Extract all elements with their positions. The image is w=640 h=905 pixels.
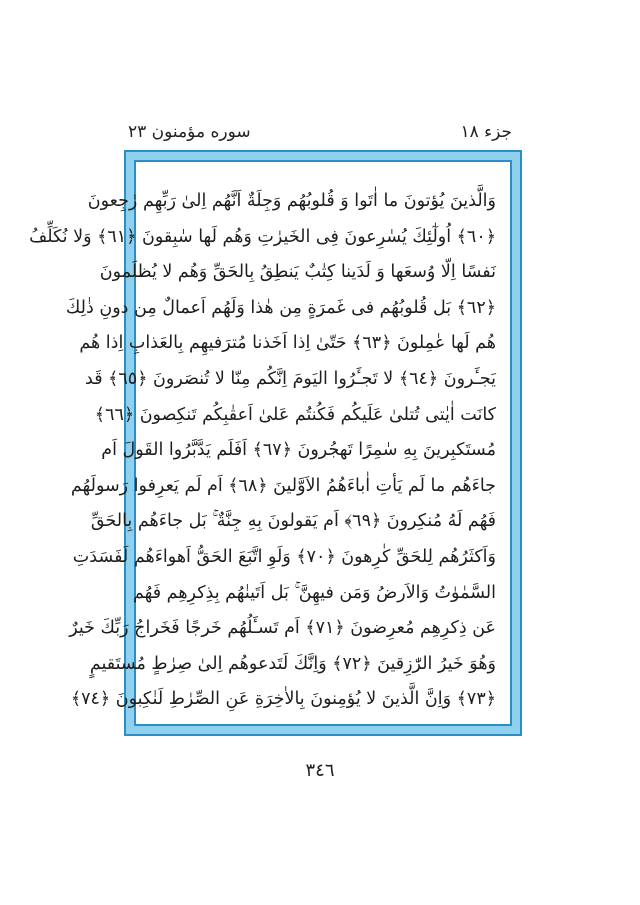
text-line: وَاَكثَرُهُم لِلحَقِّ كٰرِهونَ ﴿٧٠﴾ وَلَوِ اتَّبَعَ الحَقُّ اَهواءَهُم لَفَسَدَتِ — [72, 546, 496, 567]
juz-label: جزء ١٨ — [460, 122, 512, 142]
surah-label: سوره مؤمنون ٢٣ — [128, 122, 251, 142]
quran-text — [29, 184, 496, 710]
ornamental-frame — [29, 150, 522, 736]
text-line: وَالَّذينَ يُؤتونَ ما اٰتَوا وَ قُلوبُهُم وَجِلَةٌ اَنَّهُم اِلىٰ رَبِّهِم رٰجِعونَ — [87, 191, 496, 211]
text-panel — [29, 160, 512, 726]
text-line: جاءَهُم ما لَم يَأتِ اٰباءَهُمُ الاَوَّلينَ ﴿٦٨﴾ اَم لَم يَعرِفوا رَسولَهُم — [70, 475, 496, 496]
page-number: ٣٤٦ — [305, 760, 335, 781]
text-line: السَّمٰوٰتُ وَالاَرضُ وَمَن فيهِنَّ ۚ بَل اَتَينٰهُم بِذِكرِهِم فَهُم — [133, 582, 496, 603]
text-line: فَهُم لَهُ مُنكِرونَ ﴿٦٩﴾ اَم يَقولونَ بِهِ جِنَّةٌ ۚ بَل جاءَهُم بِالحَقِّ — [90, 511, 496, 532]
text-line: ﴿٦٢﴾ بَل قُلوبُهُم فى غَمرَةٍ مِن هٰذا وَلَهُم اَعمالٌ مِن دونِ ذٰلِكَ — [65, 297, 496, 318]
text-line: كانَت اٰيٰتى تُتلىٰ عَلَيكُم فَكُنتُم عَلىٰ اَعقٰبِكُم تَنكِصونَ ﴿٦٦﴾ — [94, 404, 496, 425]
page-header — [128, 118, 512, 146]
text-line: ﴿٦٠﴾ اُولٰٓئِكَ يُسٰرِعونَ فِى الخَيرٰتِ وَهُم لَها سٰبِقونَ ﴿٦١﴾ وَلا نُكَلِّفُ — [29, 226, 496, 247]
text-line: ﴿٧٣﴾ وَاِنَّ الَّذينَ لا يُؤمِنونَ بِالاٰخِرَةِ عَنِ الصِّرٰطِ لَنٰكِبونَ ﴿٧٤﴾ — [70, 689, 496, 710]
text-line: يَجـَٔرونَ ﴿٦٤﴾ لا تَجـَٔرُوا اليَومَ اِنَّكُم مِنّا لا تُنصَرونَ ﴿٦٥﴾ قَد — [85, 368, 496, 389]
text-line: هُم لَها عٰمِلونَ ﴿٦٣﴾ حَتّىٰ اِذا اَخَذنا مُترَفيهِم بِالعَذابِ اِذا هُم — [79, 333, 496, 354]
text-line: مُستَكبِرينَ بِهِ سٰمِرًا تَهجُرونَ ﴿٦٧﴾ اَفَلَم يَدَّبَّرُوا القَولَ اَم — [101, 440, 496, 461]
text-line: وَهُوَ خَيرُ الرّٰزِقينَ ﴿٧٢﴾ وَاِنَّكَ لَتَدعوهُم اِلىٰ صِرٰطٍ مُستَقيمٍ — [89, 653, 496, 674]
text-line: نَفسًا اِلّا وُسعَها وَ لَدَينا كِتٰبٌ يَنطِقُ بِالحَقِّ وَهُم لا يُظلَمونَ — [99, 262, 496, 283]
text-line: عَن ذِكرِهِم مُعرِضونَ ﴿٧١﴾ اَم تَسـَٔلُهُم خَرجًا فَخَراجُ رَبِّكَ خَيرٌ — [69, 618, 496, 639]
